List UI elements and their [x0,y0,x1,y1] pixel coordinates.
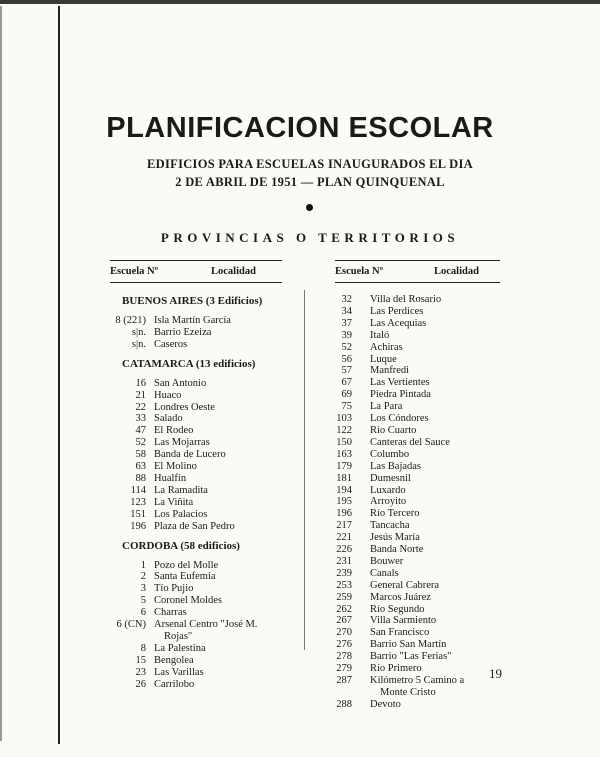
school-number: 8 (221) [115,315,146,326]
locality-name: Canteras del Sauce [370,436,450,448]
locality-name: Las Bajadas [370,460,422,472]
school-number: 16 [135,377,146,389]
school-row [106,485,262,497]
school-row [106,583,262,595]
school-row [302,413,464,425]
school-row [302,651,464,663]
locality-name: Monte Cristo [380,686,436,698]
school-number: 267 [336,615,352,627]
left-school-list [106,294,262,690]
locality-name: Los Cóndores [370,413,429,425]
locality-name: Hualfin [154,472,187,484]
school-row [302,568,464,580]
school-row [106,607,262,619]
school-row [302,306,464,318]
locality-name: General Cabrera [370,579,440,591]
locality-name: Río Primero [370,663,422,675]
school-number: 151 [130,508,146,520]
school-number: 253 [336,579,352,591]
school-row-continuation [106,631,262,643]
school-number: 88 [135,472,146,484]
locality-name: Banda Norte [370,544,424,556]
school-number: 37 [341,317,352,329]
locality-name: San Francisco [370,627,430,639]
locality-name: Río Cuarto [370,424,417,436]
locality-name: Barrio "Las Ferias" [370,651,452,663]
locality-name: Las Acequias [370,317,427,329]
school-row [106,509,262,521]
locality-name: Salado [154,413,183,425]
page-number: 19 [489,666,502,681]
locality-name: Isla Martín García [154,315,231,326]
school-row [106,461,262,473]
locality-name: Río Tercero [370,508,420,520]
school-number: 47 [135,425,146,437]
locality-name: Bouwer [370,555,404,567]
locality-name: Luque [370,353,397,365]
school-number: 262 [336,603,352,615]
school-row [106,437,262,449]
school-number: 34 [341,305,352,317]
locality-name: La Ramadita [154,484,208,496]
school-number: 2 [140,571,146,583]
school-row [302,318,464,330]
school-row [302,508,464,520]
school-number: 287 [336,675,352,686]
province-heading: CORDOBA (58 edificios) [122,539,240,552]
school-number: 56 [341,353,352,365]
left-header-bottom-rule [110,282,282,283]
page-title: PLANIFICACION ESCOLAR [106,112,494,144]
locality-name: Arsenal Centro "José M. [154,619,258,631]
school-number: 179 [336,460,352,472]
locality-name: Devoto [370,698,401,710]
school-number: s|n. [131,338,146,350]
school-number: 32 [341,294,352,305]
school-number: 122 [336,424,352,436]
locality-name: Bengolea [154,654,194,666]
school-number: 239 [336,567,352,579]
school-number: 114 [130,484,146,496]
school-number: 15 [135,654,146,666]
locality-name: La Para [370,401,403,413]
school-number: 231 [336,555,352,567]
locality-name: Jesús María [370,532,420,544]
school-number: 1 [140,559,146,571]
school-number: 6 (CN) [116,619,146,631]
school-number: 21 [135,389,146,401]
school-row [302,449,464,461]
locality-name: El Rodeo [154,425,194,437]
school-row [106,413,262,425]
locality-name: Pozo del Molle [154,559,219,571]
school-number: 276 [336,639,352,651]
school-number: 52 [341,341,352,353]
school-number: s|n. [131,326,146,338]
school-number: 196 [130,520,146,532]
province-heading: CATAMARCA (13 edificios) [122,357,256,370]
school-row [302,461,464,473]
school-number: 103 [336,413,352,425]
school-row [302,699,464,711]
school-number: 8 [140,642,146,654]
school-row [106,497,262,509]
school-row [302,389,464,401]
school-row [106,619,262,631]
school-row [106,390,262,402]
locality-name: Manfredi [370,365,410,377]
locality-name: Caseros [154,338,188,350]
school-row [106,521,262,533]
school-row [302,485,464,497]
school-number: 58 [135,449,146,461]
locality-name: Italó [370,329,390,341]
locality-name: Tío Pujio [154,583,194,595]
school-number: 217 [336,520,352,532]
school-row [302,425,464,437]
locality-name: Achiras [370,341,403,353]
school-row [106,595,262,607]
school-row [302,544,464,556]
school-row [106,378,262,390]
locality-name: Tancacha [370,520,410,532]
school-row [106,679,262,691]
school-number: 52 [135,437,146,449]
school-number: 67 [341,377,352,389]
school-number: 33 [135,413,146,425]
school-row [106,473,262,485]
school-row [106,560,262,572]
school-number: 123 [130,496,146,508]
school-row [302,437,464,449]
right-header-top-rule [335,260,500,261]
school-number: 3 [140,583,146,595]
school-row [106,339,262,351]
locality-name: Barrio San Martín [370,639,447,651]
locality-name: Las Mojarras [154,437,210,449]
school-number: 69 [341,389,352,401]
school-row [106,315,262,327]
subtitle-line-1: EDIFICIOS PARA ESCUELAS INAUGURADOS EL DIA [147,157,473,171]
school-number: 196 [336,508,352,520]
locality-name: Las Varillas [154,666,204,678]
school-number: 279 [336,663,352,675]
school-row [106,327,262,339]
school-row [106,655,262,667]
school-number: 26 [135,678,146,690]
school-number: 6 [140,607,146,619]
locality-name: Huaco [154,389,182,401]
school-row [302,330,464,342]
locality-name: Las Perdices [370,305,424,317]
school-number: 270 [336,627,352,639]
school-number: 195 [336,496,352,508]
locality-name: Los Palacios [154,508,208,520]
school-number: 63 [135,461,146,473]
locality-name: Carrilobo [154,678,195,690]
bullet-ornament [306,204,313,211]
right-school-list [302,294,464,711]
school-number [302,687,370,699]
school-row [302,592,464,604]
school-row [302,580,464,592]
locality-name: Barrio Ezeiza [154,326,212,338]
locality-name: Villa del Rosario [370,294,442,305]
subtitle-line-2: 2 DE ABRIL DE 1951 — PLAN QUINQUENAL [175,175,445,189]
school-number: 181 [336,472,352,484]
school-number: 226 [336,544,352,556]
school-number: 5 [140,595,146,607]
school-row [302,377,464,389]
school-number: 163 [336,448,352,460]
school-number: 278 [336,651,352,663]
school-number: 22 [135,401,146,413]
locality-name: Londres Oeste [154,401,215,413]
school-row [302,365,464,377]
province-heading: BUENOS AIRES (3 Edificios) [122,295,263,307]
locality-name: Canals [370,567,399,579]
school-row [106,449,262,461]
locality-name: Columbo [370,448,410,460]
school-row [302,401,464,413]
school-number: 194 [336,484,352,496]
locality-name: Piedra Pintada [370,389,431,401]
locality-name: Arroyito [370,496,407,508]
school-row [106,643,262,655]
school-row [302,532,464,544]
school-row [302,496,464,508]
school-row [302,615,464,627]
scan-edge-top [0,0,600,4]
locality-name: San Antonio [154,377,207,389]
locality-name: Santa Eufemia [154,571,216,583]
left-locality-header: Localidad [211,266,256,277]
school-number: 259 [336,591,352,603]
locality-name: Banda de Lucero [154,449,226,461]
school-row [302,604,464,616]
school-row [302,639,464,651]
left-school-header: Escuela Nº [110,266,159,277]
school-number: 23 [135,666,146,678]
school-number: 39 [341,329,352,341]
school-row [302,473,464,485]
school-row [302,663,464,675]
right-school-header: Escuela Nº [335,266,384,277]
school-row [302,342,464,354]
school-number [106,631,154,643]
locality-name: El Molino [154,461,197,473]
school-row [302,520,464,532]
locality-name: Las Vertientes [370,377,430,389]
school-number: 75 [341,401,352,413]
school-row [302,675,464,687]
school-row [302,354,464,366]
school-number: 150 [336,436,352,448]
provinces-heading: PROVINCIAS O TERRITORIOS [160,230,460,245]
locality-name: La Palestina [154,642,206,654]
school-row [106,667,262,679]
locality-name: Kilómetro 5 Camino a [370,675,465,686]
locality-name: Charras [154,607,187,619]
school-row [106,425,262,437]
school-number: 288 [336,698,352,710]
school-row [106,571,262,583]
locality-name: Coronel Moldes [154,595,222,607]
right-locality-header: Localidad [434,266,479,277]
locality-name: Plaza de San Pedro [154,520,235,532]
school-row [302,556,464,568]
right-header-bottom-rule [335,282,500,283]
school-number: 57 [341,365,352,377]
school-row [106,402,262,414]
school-row [302,294,464,306]
locality-name: Marcos Juárez [370,591,431,603]
school-number: 221 [336,532,352,544]
locality-name: La Viñita [154,496,194,508]
locality-name: Río Segundo [370,603,425,615]
school-row-continuation [302,687,464,699]
locality-name: Dumesnil [370,472,411,484]
locality-name: Luxardo [370,484,406,496]
locality-name: Villa Sarmiento [370,615,437,627]
school-row [302,627,464,639]
left-header-top-rule [110,260,282,261]
locality-name: Rojas" [164,630,193,642]
